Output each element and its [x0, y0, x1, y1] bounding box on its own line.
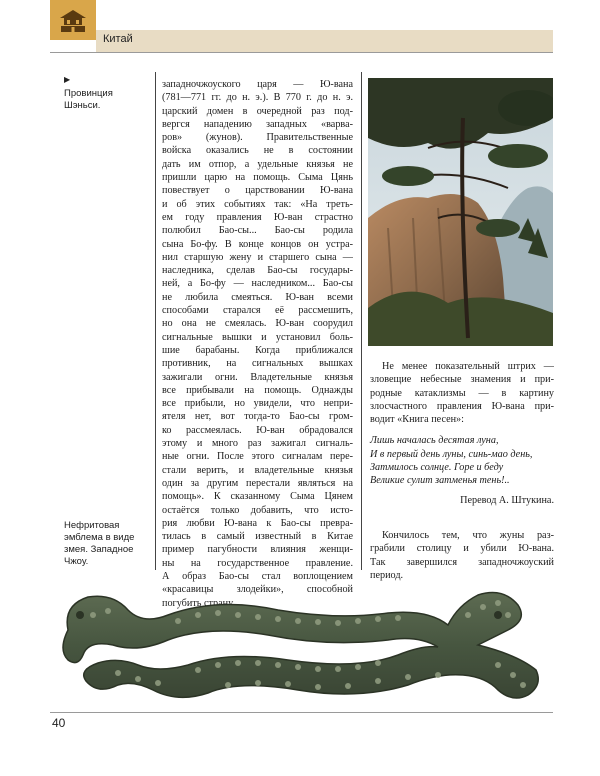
jade-dragon-emblem — [58, 585, 553, 705]
cliff-photo — [368, 78, 553, 346]
header-divider — [50, 52, 553, 53]
text-line: ней, а Бо-фу — наследником... Бао-сы — [162, 278, 353, 290]
text-line: повествует о царствовании Ю-вана — [162, 185, 353, 197]
text-line: пришли царю на помощь. Сыма Цянь — [162, 172, 353, 184]
text-line: рия любви Ю-вана к Бао-сы превра- — [162, 517, 353, 529]
header-bar — [96, 30, 553, 52]
text-line: Не менее показательный штрих — — [382, 361, 554, 372]
text-line: дать им отпор, а удельные князья не — [162, 158, 353, 170]
text-line: водит «Книга песен»: — [370, 414, 464, 426]
poem-line: Великие сулит затменья тень!.. — [370, 475, 510, 487]
text-line: шие барабаны. Когда приближался — [162, 344, 353, 356]
text-line: погубить страну. — [162, 597, 235, 609]
text-line: ятеля нет, вот тогда-то Бао-сы гром- — [162, 411, 353, 423]
text-line: пример пагубности влияния женщи- — [162, 544, 353, 556]
emblem-caption: Нефритовая эмблема в виде змея. Западное Чжоу. — [64, 520, 135, 567]
text-line: нил старшую жену и старшего сына — — [162, 251, 353, 263]
photo-caption — [64, 74, 148, 112]
text-line: царский домен в очередной раз под- — [162, 105, 353, 117]
translator-credit: Перевод А. Штукина. — [460, 494, 554, 506]
section-title: Китай — [103, 33, 133, 45]
text-line: родные катаклизмы — в картину — [370, 387, 554, 399]
text-line: ко рассмеялась. Ю-ван обрадовался — [162, 424, 353, 436]
text-line: все прибыли, но увидели, что непри- — [162, 398, 353, 410]
poem-line: И в первый день луны, синь-мао день, — [370, 448, 533, 460]
text-line: ные огни. После этого сигналам пере- — [162, 451, 353, 463]
caption-arrow-icon: ▶ — [64, 75, 71, 84]
page-number: 40 — [52, 716, 66, 730]
mountain-photo-image — [368, 78, 553, 346]
poem — [370, 434, 554, 487]
text-line: вергся нападению западных «варва- — [162, 118, 353, 130]
text-line: (781—771 гг. до н. э.). В 770 г. до н. э. — [162, 92, 353, 104]
text-line: способами старался её рассмешить, — [162, 305, 353, 317]
main-text-column — [162, 78, 353, 610]
text-line: Кончилось тем, что жуны раз- — [382, 529, 554, 541]
text-line: помощь». К сказанному Сыма Цянем — [162, 491, 353, 503]
jade-dragon-image — [58, 585, 553, 705]
text-line: грабили столицу и убили Ю-вана. — [370, 543, 554, 555]
closing-paragraph — [370, 529, 554, 582]
text-line: наследника, сделав Бао-сы государы- — [162, 265, 353, 277]
text-line: Так завершился западночжоуский — [370, 556, 554, 568]
text-line: ем году правления Ю-ван страстно — [162, 211, 353, 223]
intro-paragraph — [370, 360, 554, 426]
text-line: полюбил Бао-сы... Бао-сы родила — [162, 225, 353, 237]
text-line: и об этих событиях так: «На треть- — [162, 198, 353, 210]
text-line: злосчастного правления Ю-вана при- — [370, 400, 554, 412]
text-line: ров» (жунов). Правительственные — [162, 132, 353, 144]
poem-line: Лишь началась десятая луна, — [370, 435, 499, 447]
text-line: тилась в самый известный в Китае — [162, 531, 353, 543]
pagoda-logo-icon — [58, 6, 88, 34]
text-line: «красавицы злодейки», способной — [162, 584, 353, 596]
text-line: зажигали огни. Владетельные князья — [162, 371, 353, 383]
photo-caption-text: Провинция Шэньси. — [64, 88, 113, 111]
poem-line: Затмилось солнце. Горе и беду — [370, 462, 504, 474]
text-line: ны на государственное правление. — [162, 557, 353, 569]
text-line: один за другим перестали являться на — [162, 477, 353, 489]
text-line: войска оказались не в состоянии — [162, 145, 353, 157]
column-rule-left — [155, 72, 156, 570]
text-line: но она не смеялась. Ю-ван соорудил — [162, 318, 353, 330]
text-line: остаётся только добавить, что исто- — [162, 504, 353, 516]
header-logo — [50, 0, 96, 40]
text-line: западночжоуского царя — Ю-вана — [162, 79, 353, 90]
text-line: период. — [370, 569, 404, 581]
text-line: зловещие небесные знамения и при- — [370, 374, 554, 386]
footer-divider — [50, 712, 553, 713]
text-line: все прибывали на помощь. Однажды — [162, 384, 353, 396]
text-line: этому и много раз зажигал сигналь- — [162, 438, 353, 450]
text-line: сына Бо-фу. В конце концов он устра- — [162, 238, 353, 250]
column-rule-right — [361, 72, 362, 570]
text-line: А образ Бао-сы стал воплощением — [162, 570, 353, 582]
text-line: не любила смеяться. Ю-ван всеми — [162, 291, 353, 303]
text-line: сигнальные вышки и установил боль- — [162, 331, 353, 343]
text-line: противник, на сигнальных вышках — [162, 358, 353, 370]
text-line: стали верить, и владетельные князья — [162, 464, 353, 476]
right-text-column — [370, 360, 554, 582]
